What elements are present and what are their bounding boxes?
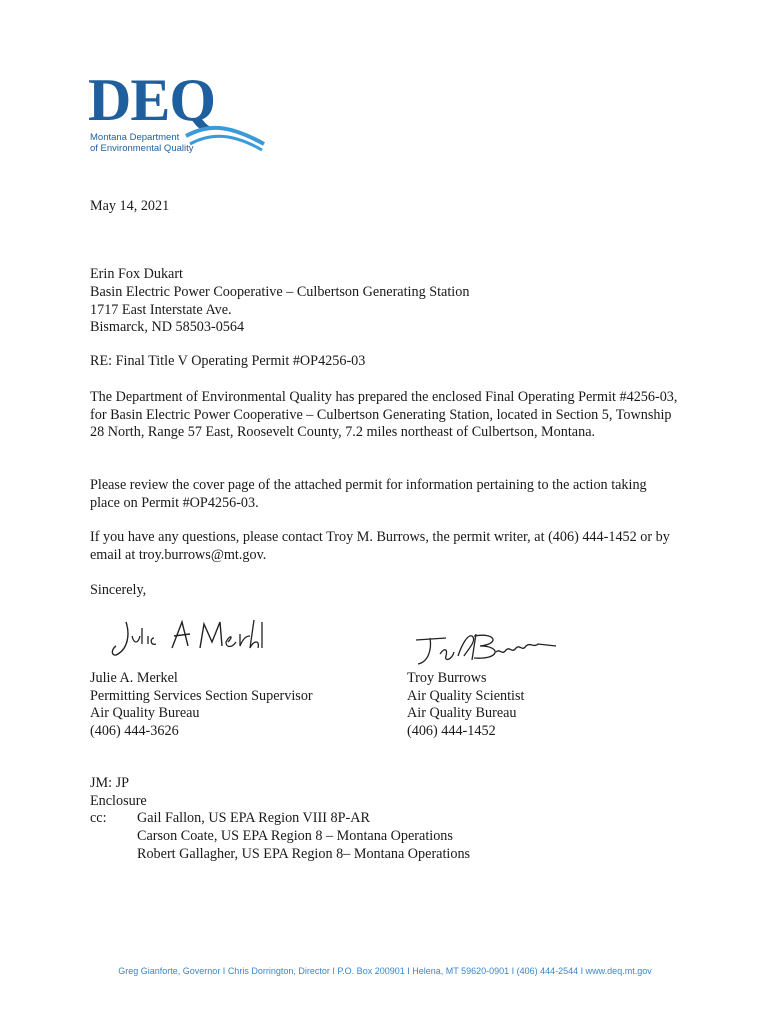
letterhead-footer: Greg Gianforte, Governor I Chris Dorrington, Director I P.O. Box 200901 I Helena, MT 59620-0901 I (406) 444-2544 I www.deq.mt.gov <box>118 966 652 976</box>
signature-julie-merkel <box>108 614 268 660</box>
logo-wave-icon <box>184 122 268 154</box>
recipient-name: Erin Fox Dukart <box>90 266 183 282</box>
cc-line-1: Gail Fallon, US EPA Region VIII 8P-AR <box>137 810 370 826</box>
subject-line: RE: Final Title V Operating Permit #OP4256-03 <box>90 353 366 369</box>
recipient-city: Bismarck, ND 58503-0564 <box>90 319 245 335</box>
recipient-street: 1717 East Interstate Ave. <box>90 302 232 318</box>
letter-date: May 14, 2021 <box>90 198 170 214</box>
typist-initials: JM: JP <box>90 775 130 791</box>
body-paragraph-1: The Department of Environmental Quality has prepared the enclosed Final Operating Permit #4256-03, for Basin Electric Power Cooperative – Culbertson Generating Station, located in Section 5, Township 28 North, Range 57 East, Roosevelt County, 7.2 miles northeast of Culbertson, Montana. <box>90 389 678 440</box>
body-paragraph-2: Please review the cover page of the attached permit for information pertaining to the action taking place on Permit #OP4256-03. <box>90 477 647 511</box>
signer-1-name: Julie A. Merkel <box>90 670 178 686</box>
logo-subtitle-2: of Environmental Quality <box>90 143 194 154</box>
signer-2-phone: (406) 444-1452 <box>407 723 496 739</box>
cc-label: cc: <box>90 810 107 826</box>
cc-line-2: Carson Coate, US EPA Region 8 – Montana Operations <box>137 828 453 844</box>
cc-line-3: Robert Gallagher, US EPA Region 8– Montana Operations <box>137 846 471 862</box>
signer-2-name: Troy Burrows <box>407 670 487 686</box>
recipient-org: Basin Electric Power Cooperative – Culbertson Generating Station <box>90 284 470 300</box>
body-paragraph-3: If you have any questions, please contact Troy M. Burrows, the permit writer, at (406) 444-1452 or by email at troy.burrows@mt.gov. <box>90 529 670 563</box>
signer-2-bureau: Air Quality Bureau <box>407 705 517 721</box>
deq-logo <box>88 67 268 156</box>
signature-troy-burrows <box>400 626 560 670</box>
closing: Sincerely, <box>90 582 147 598</box>
logo-subtitle-1: Montana Department <box>90 132 180 143</box>
enclosure-note: Enclosure <box>90 793 147 809</box>
logo-letters: DEQ <box>88 67 216 133</box>
signer-1-title: Permitting Services Section Supervisor <box>90 688 313 704</box>
signer-2-title: Air Quality Scientist <box>407 688 525 704</box>
signer-1-bureau: Air Quality Bureau <box>90 705 200 721</box>
signer-1-phone: (406) 444-3626 <box>90 723 179 739</box>
